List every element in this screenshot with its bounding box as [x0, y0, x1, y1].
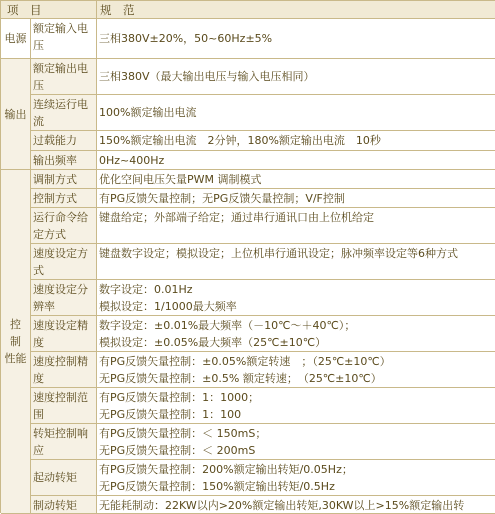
item-starting-torque: 起动转矩	[31, 460, 97, 496]
item-braking-torque: 制动转矩	[31, 496, 97, 514]
spec-line: 无PG反馈矢量控制：＜ 200mS	[99, 444, 256, 457]
spec-line: 有PG反馈矢量控制：＜ 150mS；	[99, 427, 267, 440]
item-rated-input-voltage: 额定输入电压	[31, 19, 97, 59]
spec-output-frequency: 0Hz~400Hz	[97, 151, 495, 170]
spec-starting-torque	[97, 460, 495, 496]
item-continuous-current: 连续运行电流	[31, 95, 97, 131]
item-rated-output-voltage: 额定输出电压	[31, 59, 97, 95]
item-modulation: 调制方式	[31, 170, 97, 189]
item-run-command: 运行命令给定方式	[31, 208, 97, 244]
spec-speed-control-accuracy	[97, 352, 495, 388]
spec-line: 有PG反馈矢量控制：1：1000；	[99, 391, 260, 404]
group-output: 输出	[1, 59, 31, 170]
spec-line: 模拟设定：±0.05%最大频率（25℃±10℃）	[99, 336, 327, 349]
item-speed-accuracy: 速度设定精度	[31, 316, 97, 352]
item-control-mode: 控制方式	[31, 189, 97, 208]
spec-control-mode: 有PG反馈矢量控制；无PG反馈矢量控制；V/F控制	[97, 189, 495, 208]
spec-line: 无PG反馈矢量控制：±0.5% 额定转速； （25℃±10℃）	[99, 372, 382, 385]
spec-line: 无PG反馈矢量控制：150%额定输出转矩/0.5Hz	[99, 480, 335, 493]
spec-overload: 150%额定输出电流 2分钟，180%额定输出电流 10秒	[97, 131, 495, 151]
item-overload: 过载能力	[31, 131, 97, 151]
spec-speed-setting-mode: 键盘数字设定；模拟设定；上位机串行通讯设定；脉冲频率设定等6种方式	[97, 244, 495, 280]
spec-line: 数字设定：0.01Hz	[99, 283, 193, 296]
group-power: 电源	[1, 19, 31, 59]
spec-rated-output-voltage: 三相380V（最大输出电压与输入电压相同）	[97, 59, 495, 95]
item-speed-resolution: 速度设定分辨率	[31, 280, 97, 316]
spec-run-command: 键盘给定；外部端子给定；通过串行通讯口由上位机给定	[97, 208, 495, 244]
item-speed-control-range: 速度控制范围	[31, 388, 97, 424]
item-output-frequency: 输出频率	[31, 151, 97, 170]
spec-line: 模拟设定：1/1000最大频率	[99, 300, 237, 313]
group-control-performance: 控 制 性能	[1, 170, 31, 514]
spec-line: 有PG反馈矢量控制：±0.05%额定转速 ；（25℃±10℃）	[99, 355, 391, 368]
spec-speed-accuracy	[97, 316, 495, 352]
spec-rated-input-voltage: 三相380V±20%，50~60Hz±5%	[97, 19, 495, 59]
spec-line: 有PG反馈矢量控制：200%额定输出转矩/0.05Hz；	[99, 463, 353, 476]
header-item: 项 目	[1, 1, 97, 19]
header-spec: 规 范	[97, 1, 495, 19]
spec-modulation: 优化空间电压矢量PWM 调制模式	[97, 170, 495, 189]
spec-speed-resolution	[97, 280, 495, 316]
item-speed-control-accuracy: 速度控制精度	[31, 352, 97, 388]
spec-continuous-current: 100%额定输出电流	[97, 95, 495, 131]
item-torque-response: 转矩控制响应	[31, 424, 97, 460]
spec-braking-torque: 无能耗制动：22KW以内>20%额定输出转矩,30KW以上>15%额定输出转	[97, 496, 495, 514]
spec-line: 无PG反馈矢量控制：1：100	[99, 408, 242, 421]
spec-torque-response	[97, 424, 495, 460]
spec-line: 数字设定：±0.01%最大频率（－10℃～＋40℃）；	[99, 319, 356, 332]
spec-speed-control-range	[97, 388, 495, 424]
item-speed-setting-mode: 速度设定方式	[31, 244, 97, 280]
